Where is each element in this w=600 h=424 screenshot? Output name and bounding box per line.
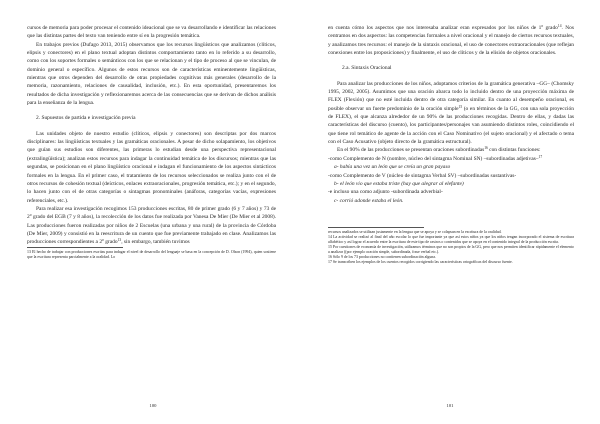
paragraph-continuation: cursos de memoria para poder procesar el contenido ideacional que se va desarrollando e identificar las relaciones que las distintas partes del texto van teniendo entre sí en la progresión temática. bbox=[27, 25, 276, 40]
text-run: grado del EGB (7 y 8 años), la recolección de los datos fue realizada por Vanesa De Mier (De Mier et al 2008). Las producciones fueron realizadas por niños de 2 Escuelas (una urbana y una rural) de la provincia de Córdoba (De Mier, 2009) y consistió en la reescritura de un cuento que fue previamente trabajado en clase. Analizamos las producciones correspondientes a 2 bbox=[27, 214, 276, 246]
text-run: Para realizar esa investigación recogimos 153 producciones escritas, 80 de primer grado (6 y 7 años) y 73 de 2 bbox=[27, 205, 276, 221]
example-b: b- el león vio que estaba triste (hay que alegrar al elefante) bbox=[334, 180, 464, 187]
footnote-ref-13: 13 bbox=[117, 238, 122, 243]
footnote-continuation: recursos analizados se utilizan justamente en la lengua que se apoya y se colapsan en la escritura de la oralidad. bbox=[328, 229, 502, 234]
footnote-ref-15: 15 bbox=[458, 104, 463, 109]
footnote-17: 17 Se transcriben los ejemplos de los cuentos recogidos corrigiendo las características ortográficas del discurso fuente. bbox=[328, 259, 513, 264]
text-run: , sin embargo, también tuvimos bbox=[121, 239, 190, 246]
footnote-16: 16 Sólo 9 de los 73 producciones no contienen subordinación alguna. bbox=[328, 254, 436, 259]
page-number-right: 101 bbox=[446, 403, 454, 408]
list-item-complement-n bbox=[328, 155, 574, 163]
page-right bbox=[300, 0, 600, 424]
example-a: a- había una vez un león que se creía un gran payaso bbox=[334, 164, 451, 171]
footnote-13: 13 El hecho de trabajar con producciones escritas para indagar el nivel de desarrollo del lenguaje se basa en la concepción de D. Olson (1994), quien sostiene que la escritura representa parcialmente a la oralidad. Lo bbox=[27, 249, 276, 259]
text-run: En el 90% de las producciones se presentan oraciones subordinadas bbox=[337, 147, 485, 154]
paragraph-study-units: Las unidades objeto de nuestro estudio (clíticos, elipsis y conectores) son descriptas por dos marcos disciplinares: las lingüísticas textuales y las gramáticas oracionales. A pesar de dicho solapamiento, los objetivos que guían sus estudios son diferentes, las primeras lo estudian desde una perspectiva representacional (extralingüística); analizan estos recursos para indagar la continuidad temática de los discursos; mientras que las segundas, se posicionan en el plano lingüístico oracional e indagan el funcionamiento de los aspectos sintácticos formales en la lengua. En el primer caso, el tratamiento de los recursos seleccionados se realiza junto con el de otros recursos de cohesión textual (deícticos, enlaces extraoracionales, progresión temática, etc.); y en el segundo, lo hacen junto con el de otras categorías o sintagmas pronominales (anáforas, categorías vacías, expresiones referenciales, etc.). bbox=[27, 130, 276, 204]
example-c: c- corrió adonde estaba el león. bbox=[334, 197, 404, 204]
footnote-14: 14 La actividad se realizó al final del año escolar lo que fue importante ya que así estos niños ya que los niños tengan incorporado el sistema de escritura alfabético y así lograr el acuerdo entre la escritura de este tipo de rastros o contenidos que se apoya en el contenido integral de la producción escrita. bbox=[328, 234, 574, 244]
paragraph-methodology bbox=[27, 205, 276, 247]
superscript-ordinal: o bbox=[102, 238, 104, 243]
footnote-divider bbox=[27, 247, 123, 248]
section-heading-2: 2. Supuestos de partida e investigación previa bbox=[36, 115, 136, 122]
text-run: . Nos centramos en dos aspectos: las competencias formales a nivel oracional y el manejo de ciertos recursos textuales, y analizamos tres recursos: el manejo de la sintaxis oracional, el uso de conectores extraoracionales (que reflejan conexiones entre los proposiciones) y finalmente, el uso de clíticos y de la elisión de objetos oracionales. bbox=[328, 25, 574, 57]
paragraph-subordinates bbox=[328, 146, 574, 154]
page-number-left: 100 bbox=[149, 403, 157, 408]
paragraph-previous-work: En trabajos previos (Dufago 2013, 2015) observamos que los recursos lingüísticos que analizamos (clíticos, elipsis y conectores) en el plano textual adoptan distintos comportamiento tanto en lo referido a su desarrollo, como con los soportes formales o semánticos con los que se relacionan y el tipo de proceso al que se vinculan, de dominio general o específico. Algunos de estos recursos son de características eminentemente lingüísticas, mientras que otros dependen del desarrollo de otras propiedades cognitivas más generales (desarrollo de la memoria, razonamiento, relaciones de causalidad, inclusión, etc.). En esta oportunidad, presentaremos los resultados de dicha investigación y reflexionaremos acerca de las consecuencias que se derivan de dichos análisis para la enseñanza de la lengua. bbox=[27, 41, 276, 107]
paragraph-sentence-syntax bbox=[328, 80, 574, 147]
list-item-adjunct: -e incluso una como adjunto -subordinada adverbial- bbox=[328, 189, 443, 196]
list-item-complement-v: -como Complemento de V (núcleo de sintagma Verbal SV) –subordinadas sustantivas- bbox=[328, 172, 517, 179]
text-run: grado bbox=[103, 239, 118, 246]
text-run: -como Complemento de N (nombre, núcleo del sintagma Nominal SN) –subordinadas adjetivas– bbox=[328, 155, 539, 162]
text-run: Para analizar las producciones de los niños, adoptamos criterios de la gramática generativa –GG– (Chomsky 1995, 2002, 2005). Asumimos que una oración abarca todo lo incluido dentro de una proyección máxima de FLEX (Flexión) que no esté incluida dentro de otra categoría similar. En cuanto al desempeño oracional, es posible observar un fuerte predominio de la oración simple bbox=[328, 80, 574, 112]
text-run: (o en términos de la GG, con una sola proyección de FLEX), el que alcanza alrededor de un 90% de las producciones recogidas. Dentro de ellas, y dadas las características del discurso (cuento), los participantes/personajes van asumiendo distintos roles, coincidiendo el que tiene rol temático de agente de la acción con el Caso Nominativo (el sujeto oracional) y el afectado o tema con el Caso Acusativo (objeto directo de la gramática estructural). bbox=[328, 105, 574, 146]
paragraph-continuation bbox=[328, 24, 574, 57]
text-run: en cuenta cómo los aspectos que nos interesaba analizar eran expresados por los niños de 1 bbox=[328, 25, 542, 31]
footnote-ref-14: 14 bbox=[557, 24, 562, 28]
superscript-ordinal: o bbox=[541, 24, 544, 28]
footnote-divider bbox=[328, 227, 424, 228]
footnote-ref-16: 16 bbox=[484, 146, 488, 151]
superscript-ordinal: o bbox=[29, 213, 32, 218]
text-run: grado bbox=[543, 25, 558, 31]
footnote-15: 15 Por cuestiones de economía de investigación, utilizamos términos que no son propios de la GG, pero que nos permiten identificar rápidamente el elemento a analizar ((por ejemplo oración simple, subordinada, frase verbal etc.). bbox=[328, 244, 574, 254]
footnote-ref-17: 17 bbox=[538, 154, 543, 159]
text-run: con distintas funciones: bbox=[487, 147, 541, 154]
subsection-heading-2a: 2.a. Sintaxis Oracional bbox=[342, 65, 392, 72]
